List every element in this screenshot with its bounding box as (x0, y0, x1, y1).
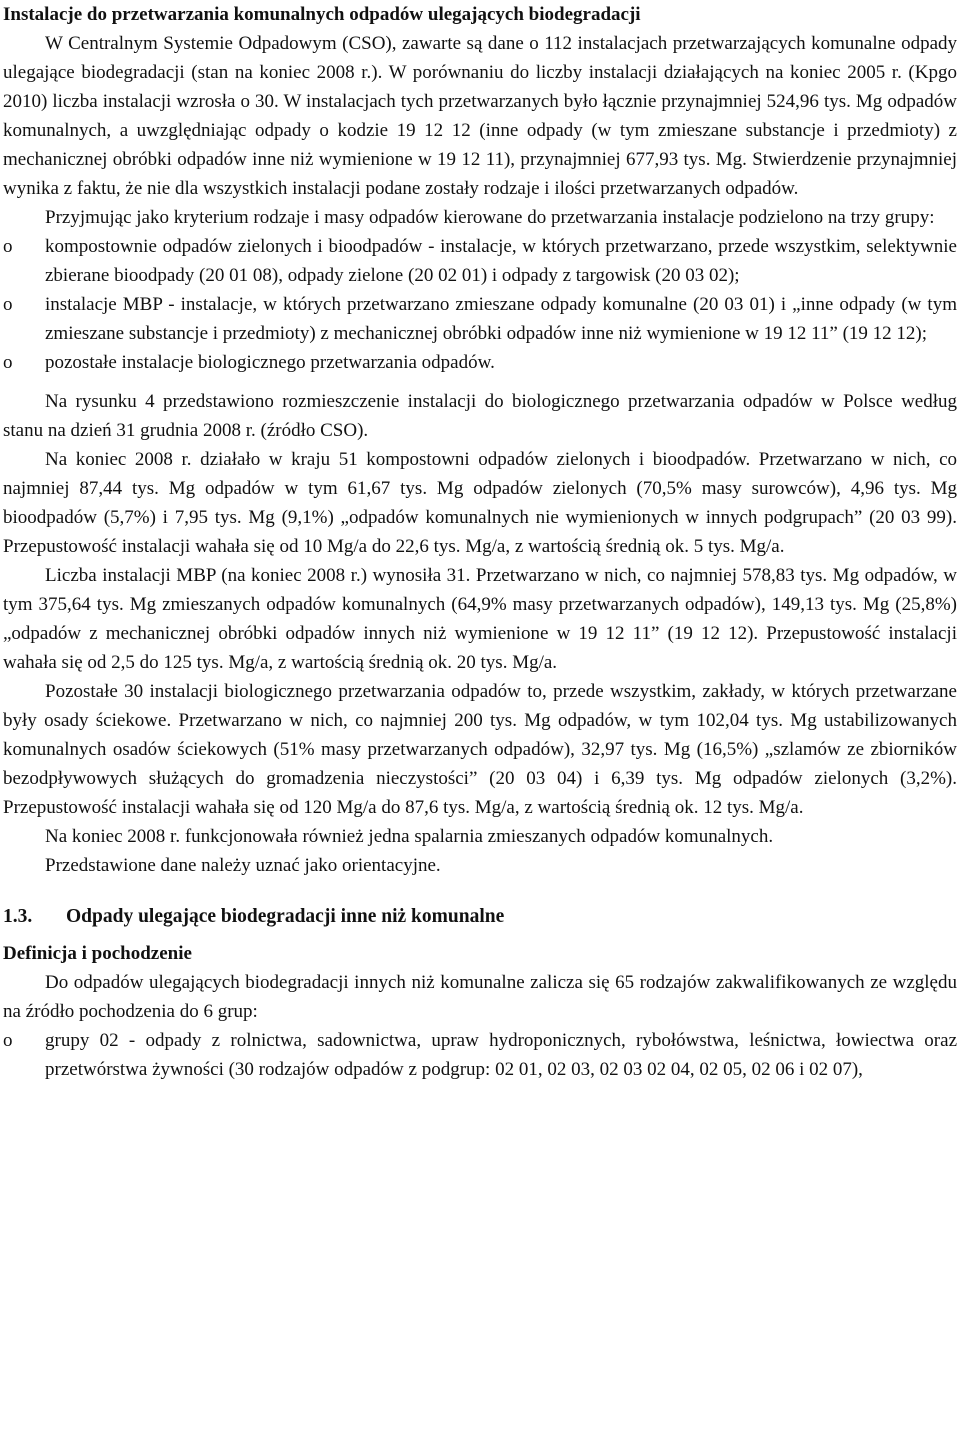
spacer (3, 931, 957, 939)
paragraph-grouping-criteria: Przyjmując jako kryterium rodzaje i masy odpadów kierowane do przetwarzania instalacje podzielono na trzy grupy: (45, 207, 935, 228)
bullet-icon: o (3, 352, 13, 373)
bullet-icon: o (3, 1030, 13, 1051)
installation-groups-list (3, 232, 957, 377)
list-item (3, 1026, 957, 1084)
list-item (3, 290, 957, 348)
paragraph-other-plants: Pozostałe 30 instalacji biologicznego przetwarzania odpadów to, przede wszystkim, zakłady, w których przetwarzane były osady ściekowe. Przetwarzano w nich, co najmniej 200 tys. Mg odpadów, w tym 102,04 tys. Mg ustabilizowanych komunalnych osadów ściekowych (51% masy przetwarzanych odpadów), 32,97 tys. Mg (16,5%) „szlamów ze zbiorników bezodpływowych służących do gromadzenia nieczystości” (20 03 04) i 6,39 tys. Mg odpadów zielonych (3,2%). Przepustowość instalacji wahała się od 120 Mg/a do 87,6 tys. Mg/a, z wartością średnią ok. 12 tys. Mg/a. (3, 681, 957, 818)
section-heading (3, 902, 957, 931)
subheading: Definicja i pochodzenie (3, 943, 192, 964)
paragraph-data-disclaimer: Przedstawione dane należy uznać jako orientacyjne. (45, 855, 441, 876)
paragraph-mbp-plants: Liczba instalacji MBP (na koniec 2008 r.) wynosiła 31. Przetwarzano w nich, co najmniej 578,83 tys. Mg odpadów, w tym 375,64 tys. Mg zmieszanych odpadów komunalnych (64,9% masy przetwarzanych odpadów), 149,13 tys. Mg (25,8%) „odpadów z mechanicznej obróbki odpadów innych niż wymienione w 19 12 11” (19 12 12). Przepustowość instalacji wahała się od 2,5 do 125 tys. Mg/a, z wartością średnią ok. 20 tys. Mg/a. (3, 565, 957, 673)
section-number: 1.3. (3, 906, 33, 927)
document-heading: Instalacje do przetwarzania komunalnych odpadów ulegających biodegradacji (3, 4, 641, 25)
bullet-icon: o (3, 294, 13, 315)
list-item-text: kompostownie odpadów zielonych i bioodpadów - instalacje, w których przetwarzano, przede wszystkim, selektywnie zbierane bioodpady (20 01 08), odpady zielone (20 02 01) i odpady z targowisk (20 03 02); (45, 236, 957, 286)
list-item (3, 232, 957, 290)
list-item-text: grupy 02 - odpady z rolnictwa, sadownictwa, upraw hydroponicznych, rybołówstwa, leśnictwa, łowiectwa oraz przetwórstwa żywności (30 rodzajów odpadów z podgrup: 02 01, 02 03, 02 03 02 04, 02 05, 02 06 i 02 07), (45, 1030, 957, 1080)
spacer (3, 880, 957, 902)
waste-groups-list (3, 1026, 957, 1084)
paragraph-figure-reference: Na rysunku 4 przedstawiono rozmieszczenie instalacji do biologicznego przetwarzania odpadów w Polsce według stanu na dzień 31 grudnia 2008 r. (źródło CSO). (3, 391, 957, 441)
list-item (3, 348, 957, 377)
paragraph-cso-overview: W Centralnym Systemie Odpadowym (CSO), zawarte są dane o 112 instalacjach przetwarzających komunalne odpady ulegające biodegradacji (stan na koniec 2008 r.). W porównaniu do liczby instalacji działających na koniec 2005 r. (Kpgo 2010) liczba instalacji wzrosła o 30. W instalacjach tych przetwarzanych było łącznie przynajmniej 524,96 tys. Mg odpadów komunalnych, a uwzględniając odpady o kodzie 19 12 12 (inne odpady (w tym zmieszane substancje i przedmioty) z mechanicznej obróbki odpadów inne niż wymienione w 19 12 11), przynajmniej 677,93 tys. Mg. Stwierdzenie przynajmniej wynika z faktu, że nie dla wszystkich instalacji podane zostały rodzaje i ilości przetwarzanych odpadów. (3, 33, 957, 199)
paragraph-composting-plants: Na koniec 2008 r. działało w kraju 51 kompostowni odpadów zielonych i bioodpadów. Przetwarzano w nich, co najmniej 87,44 tys. Mg odpadów w tym 61,67 tys. Mg odpadów zielonych (70,5% masy surowców), 4,96 tys. Mg bioodpadów (5,7%) i 7,95 tys. Mg (9,1%) „odpadów komunalnych nie wymienionych w innych podgrupach” (20 03 99). Przepustowość instalacji wahała się od 10 Mg/a do 22,6 tys. Mg/a, z wartością średnią ok. 5 tys. Mg/a. (3, 449, 957, 557)
list-item-text: instalacje MBP - instalacje, w których przetwarzano zmieszane odpady komunalne (20 03 01) i „inne odpady (w tym zmieszane substancje i przedmioty) z mechanicznej obróbki odpadów inne niż wymienione w 19 12 11” (19 12 12); (45, 294, 957, 344)
paragraph-incinerator: Na koniec 2008 r. funkcjonowała również jedna spalarnia zmieszanych odpadów komunalnych. (45, 826, 774, 847)
bullet-icon: o (3, 236, 13, 257)
spacer (3, 377, 957, 387)
list-item-text: pozostałe instalacje biologicznego przetwarzania odpadów. (45, 352, 495, 373)
paragraph-definition: Do odpadów ulegających biodegradacji innych niż komunalne zalicza się 65 rodzajów zakwalifikowanych ze względu na źródło pochodzenia do 6 grup: (3, 972, 957, 1022)
section-title: Odpady ulegające biodegradacji inne niż komunalne (66, 906, 505, 927)
